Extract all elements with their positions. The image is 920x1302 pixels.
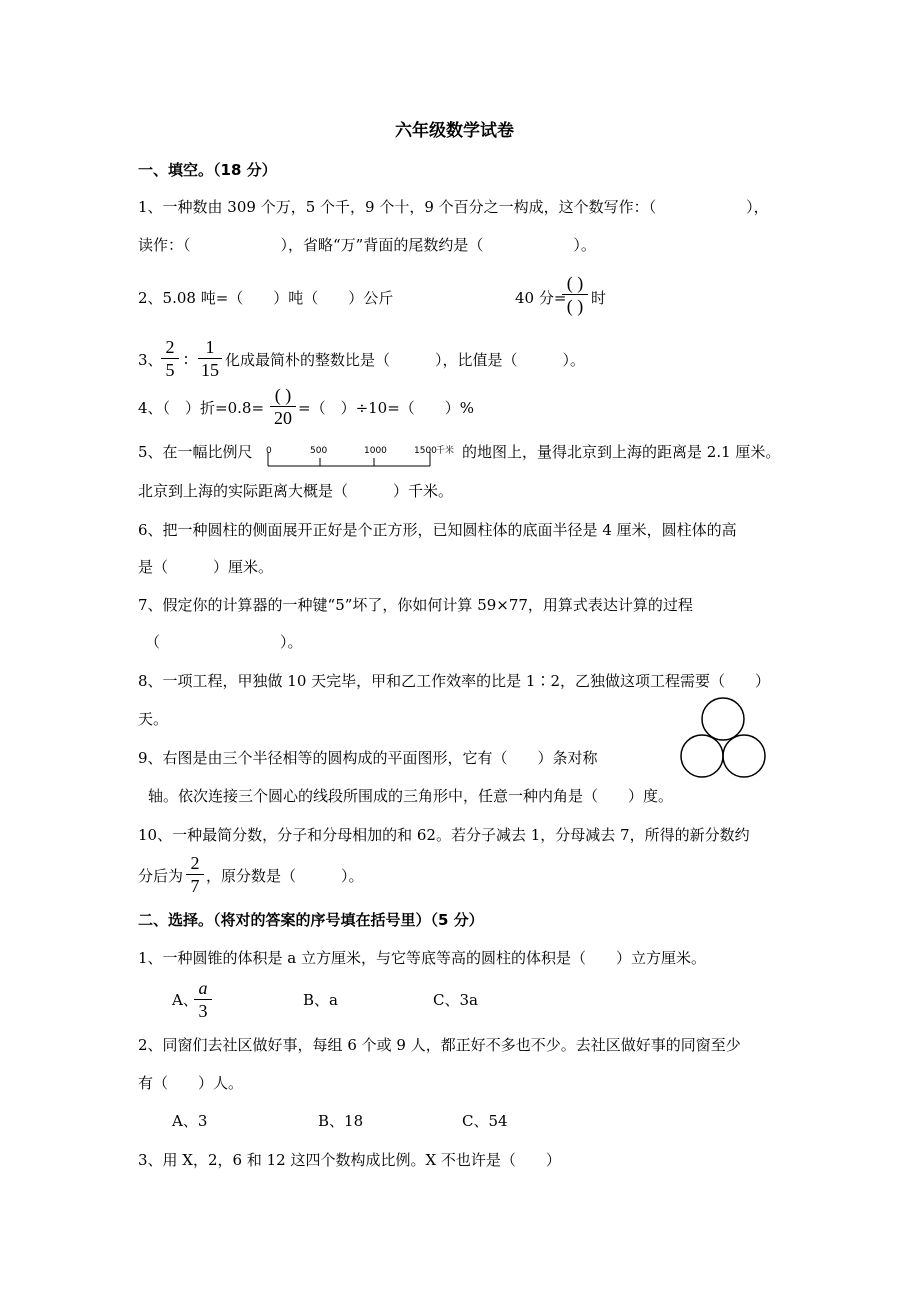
- circle-top: [702, 698, 744, 740]
- s2-q2-option-c: C、54: [462, 1112, 508, 1130]
- q2-fraction: [561, 272, 589, 317]
- scale-label-500: 500: [310, 446, 328, 456]
- scale-unit: 千米: [436, 446, 455, 456]
- s2-q3: 3、用 X，2，6 和 12 这四个数构成比例。X 不也许是（ ）: [138, 1151, 561, 1169]
- scale-bar: [262, 440, 462, 470]
- q4-frac-num: ( ): [274, 385, 292, 405]
- s2-q1: 1、一种圆锥的体积是 a 立方厘米，与它等底等高的圆柱的体积是（ ）立方厘米。: [138, 949, 707, 967]
- q10-line2-prefix: 分后为: [138, 867, 184, 885]
- q5-line2: 北京到上海的实际距离大概是（ ）千米。: [138, 482, 454, 500]
- s2-q2-option-b: B、18: [318, 1112, 364, 1130]
- q4-suffix: =（ ）÷10=（ ）%: [298, 399, 475, 417]
- s2-q1-option-a-fraction: [193, 977, 213, 1022]
- q2-right-prefix: 40 分=: [515, 289, 567, 307]
- q6-line1: 6、把一种圆柱的侧面展开正好是个正方形，已知圆柱体的底面半径是 4 厘米，圆柱体的高: [138, 521, 737, 539]
- q1-line1: 1、一种数由 309 个万，5 个千，9 个十，9 个百分之一构成，这个数写作：（ ），: [138, 198, 769, 216]
- q10-frac-num: 2: [190, 853, 200, 873]
- s2-q1-optA-den: 3: [198, 1001, 208, 1021]
- q7-line1: 7、假定你的计算器的一种键“5”坏了，你如何计算 59×77，用算式表达计算的过程: [138, 596, 693, 614]
- q4-frac-den: 20: [274, 408, 292, 428]
- q5-prefix: 5、在一幅比例尺: [138, 443, 253, 461]
- scale-label-0: 0: [266, 446, 272, 456]
- q3-frac2-num: 1: [205, 337, 215, 357]
- q3-frac1-num: 2: [165, 337, 175, 357]
- q10-fraction: [185, 852, 205, 897]
- q9-line2: 轴。依次连接三个圆心的线段所围成的三角形中，任意一种内角是（ ）度。: [148, 787, 674, 805]
- three-circles-figure: [678, 692, 778, 782]
- q3-frac2-den: 15: [201, 360, 219, 380]
- q6-line2: 是（ ）厘米。: [138, 558, 274, 576]
- s2-q2-option-a: A、3: [172, 1112, 208, 1130]
- q3-fraction-1: [160, 336, 180, 381]
- q2-left: 2、5.08 吨=（ ）吨（ ）公斤: [138, 289, 394, 307]
- q8-line2: 天。: [138, 710, 169, 728]
- s2-q1-optA-num: a: [198, 978, 208, 998]
- q3-frac1-den: 5: [165, 360, 175, 380]
- q7-line2: （ ）。: [145, 633, 303, 651]
- q10-line1: 10、一种最简分数，分子和分母相加的和 62。若分子减去 1，分母减去 7，所得的新分数约: [138, 826, 750, 844]
- q10-frac-den: 7: [190, 876, 200, 896]
- q9-line1: 9、右图是由三个半径相等的圆构成的平面图形，它有（ ）条对称: [138, 749, 598, 767]
- q3-colon: ∶: [184, 351, 188, 369]
- s2-q1-option-b: B、a: [303, 991, 338, 1009]
- q4-prefix: 4、（ ）折=0.8=: [138, 399, 265, 417]
- section1-heading: 一、填空。（18 分）: [138, 161, 277, 179]
- q3-prefix: 3、: [138, 351, 163, 369]
- scale-label-1000: 1000: [364, 446, 387, 456]
- scale-label-1500: 1500: [414, 446, 437, 456]
- s2-q2-line1: 2、同窗们去社区做好事，每组 6 个或 9 人，都正好不多也不少。去社区做好事的同窗至少: [138, 1036, 741, 1054]
- q4-fraction: [269, 384, 297, 429]
- section2-heading: 二、选择。（将对的答案的序号填在括号里）（5 分）: [138, 911, 484, 929]
- circle-left: [681, 735, 723, 777]
- page-title: 六年级数学试卷: [395, 121, 514, 141]
- q1-line2: 读作：（ ），省略“万”背面的尾数约是（ ）。: [138, 236, 596, 254]
- s2-q2-line2: 有（ ）人。: [138, 1074, 244, 1092]
- q10-line2-suffix: ，原分数是（ ）。: [206, 867, 364, 885]
- s2-q1-option-a-label: A、: [172, 991, 198, 1009]
- circle-right: [723, 735, 765, 777]
- q2-right-suffix: 时: [591, 289, 607, 307]
- q2-frac-den: ( ): [566, 296, 584, 316]
- q2-frac-num: ( ): [566, 273, 584, 293]
- q8-line1: 8、一项工程，甲独做 10 天完毕，甲和乙工作效率的比是 1∶2，乙独做这项工程需要（ ）: [138, 672, 771, 690]
- q3-text: 化成最简朴的整数比是（ ），比值是（ ）。: [225, 351, 586, 369]
- q3-fraction-2: [197, 336, 223, 381]
- q5-suffix: 的地图上，量得北京到上海的距离是 2.1 厘米。: [462, 443, 781, 461]
- s2-q1-option-c: C、3a: [433, 991, 478, 1009]
